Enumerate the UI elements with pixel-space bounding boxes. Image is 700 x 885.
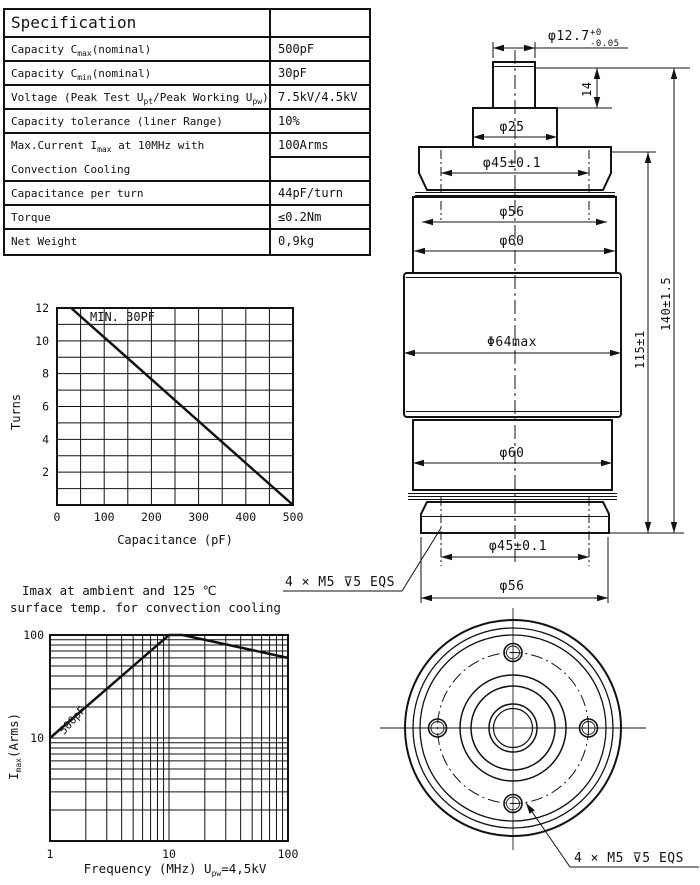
turns-y-tick-label: 2 [42, 465, 49, 480]
turns-x-tick-label: 500 [282, 510, 304, 524]
shaft-outline [493, 62, 535, 108]
imax-y-tick-label: 100 [23, 628, 44, 642]
spec-table-title: Specification [5, 10, 271, 36]
spec-row-label: Max.Current $I_{max}$ at 10MHz with [5, 134, 271, 158]
spec-row-label: Net Weight [5, 230, 271, 254]
dim-d45-top: φ45±0.1 [482, 156, 542, 171]
dim-d64max: Φ64max [487, 335, 537, 350]
spec-row-value: ≤0.2Nm [271, 206, 369, 230]
dim-d60-bottom: φ60 [499, 446, 525, 461]
dim-height-140: 140±1.5 [659, 276, 673, 331]
mounting-holes-label-top: 4 × M5 ⊽5 EQS [285, 575, 395, 590]
turns-x-axis-label: Capacitance (pF) [117, 533, 233, 547]
dim-d60-top: φ60 [499, 234, 525, 249]
spec-row-label: Capacity $C_{min}(nominal)$ [5, 62, 271, 86]
mounting-holes-label-bottom: 4 × M5 ⊽5 EQS [574, 851, 684, 866]
turns-grid [57, 308, 293, 505]
spec-row-value: 10% [271, 110, 369, 134]
imax-y-axis-label: Imax(Arms) [6, 712, 23, 780]
imax-vs-frequency-chart [0, 575, 340, 885]
turns-annotation-min-30pf: MIN. 30PF [90, 310, 156, 324]
dim-shaft-length: 14 [580, 81, 594, 97]
turns-y-tick-label: 12 [35, 301, 49, 315]
imax-chart-title-line2: surface temp. for convection cooling [10, 600, 281, 615]
turns-y-tick-label: 8 [42, 366, 49, 381]
spec-row-label: Voltage (Peak Test $U_{pt}$/Peak Working $U_{pw}$) [5, 86, 271, 110]
capacitor-side-view-drawing [260, 0, 700, 612]
imax-x-tick-label: 100 [277, 847, 299, 861]
turns-x-tick-label: 300 [188, 510, 209, 524]
dim-d56-top: φ56 [499, 205, 525, 220]
spec-row-label: Capacity $C_{max}(nominal)$ [5, 38, 271, 62]
dim-d56-bottom: φ56 [499, 579, 525, 594]
spec-row-label: Convection Cooling [5, 158, 271, 182]
turns-y-axis-label: Turns [9, 393, 23, 430]
turns-y-tick-label: 10 [35, 333, 49, 348]
imax-x-tick-label: 10 [162, 847, 176, 861]
turns-x-tick-label: 0 [53, 510, 61, 524]
turns-y-tick-label: 4 [42, 432, 49, 447]
turns-y-tick-label: 6 [42, 399, 49, 414]
capacitor-bottom-view-drawing [330, 600, 700, 885]
spec-row-label: Torque [5, 206, 271, 230]
dim-d25: φ25 [499, 120, 525, 135]
imax-y-tick-label: 10 [30, 731, 44, 745]
imax-x-tick-label: 1 [46, 847, 54, 861]
dim-shaft-tolerance-upper: +0 [590, 28, 602, 38]
turns-x-tick-label: 200 [141, 510, 162, 524]
imax-x-axis-label: Frequency (MHz) Upw=4,5kV [83, 861, 267, 878]
spec-row-value: 100Arms [271, 134, 369, 158]
turns-x-tick-label: 400 [235, 510, 257, 524]
spec-row-value: 7.5kV/4.5kV [271, 86, 369, 110]
imax-chart-title-line1: Imax at ambient and 125 ℃ [22, 583, 217, 598]
turns-x-tick-label: 100 [93, 510, 115, 524]
spec-row-value: 0,9kg [278, 234, 315, 248]
spec-row-value: 44pF/turn [271, 182, 369, 206]
dim-d45-bottom: φ45±0.1 [488, 539, 548, 554]
spec-row-value: 30pF [271, 62, 369, 86]
spec-row-value: 500pF [271, 38, 369, 62]
dim-shaft-diameter: φ12.7 [548, 29, 590, 44]
imax-grid [50, 635, 288, 841]
dim-shaft-tolerance-lower: -0.05 [590, 39, 620, 49]
dim-height-115: 115±1 [633, 330, 647, 369]
imax-series-label-500pf: 500pF [56, 703, 89, 738]
spec-row-label: Capacity tolerance (liner Range) [5, 110, 271, 134]
spec-row-label: Capacitance per turn [5, 182, 271, 206]
